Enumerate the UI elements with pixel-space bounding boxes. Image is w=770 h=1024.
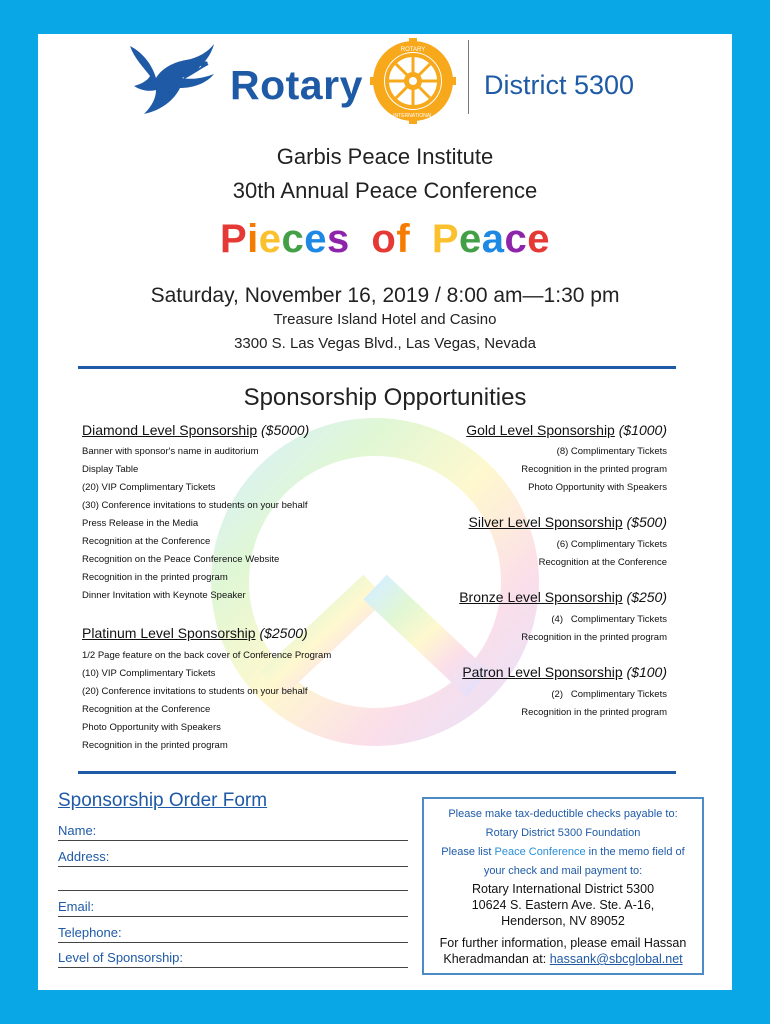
address-field-line-2[interactable] bbox=[58, 872, 408, 891]
header-divider bbox=[468, 40, 469, 114]
platinum-level-name: Platinum Level Sponsorship bbox=[82, 625, 256, 641]
platinum-benefits-list bbox=[82, 647, 331, 755]
list-item: Recognition in the printed program bbox=[521, 632, 667, 643]
platinum-level-heading bbox=[82, 625, 308, 641]
list-item: Press Release in the Media bbox=[82, 518, 199, 529]
list-item: Recognition at the Conference bbox=[538, 557, 667, 568]
bronze-level-heading bbox=[459, 589, 667, 605]
list-item: Recognition on the Peace Conference Website bbox=[82, 554, 280, 565]
list-item: Recognition in the printed program bbox=[521, 707, 667, 718]
diamond-level-name: Diamond Level Sponsorship bbox=[82, 422, 258, 438]
telephone-field[interactable] bbox=[58, 924, 408, 943]
address-label: Address: bbox=[58, 849, 110, 864]
sponsorship-heading: Sponsorship Opportunities bbox=[243, 384, 527, 411]
slogan-word-3: Peace bbox=[431, 217, 550, 261]
section-divider-top bbox=[78, 366, 676, 369]
silver-level-amount: ($500) bbox=[626, 514, 667, 530]
conference-title: 30th Annual Peace Conference bbox=[232, 178, 538, 203]
section-divider-bottom bbox=[78, 771, 676, 774]
dove-icon bbox=[122, 38, 218, 118]
mailing-address-line-1: Rotary International District 5300 bbox=[471, 882, 655, 896]
contact-email-link[interactable]: hassank@sbcglobal.net bbox=[549, 952, 683, 966]
list-item: Banner with sponsor's name in auditorium bbox=[82, 446, 259, 457]
mailing-address-line-3: Henderson, NV 89052 bbox=[501, 914, 625, 928]
slogan-word-2: of bbox=[371, 217, 411, 261]
rotary-wordmark: Rotary bbox=[230, 62, 363, 108]
list-item: (8) Complimentary Tickets bbox=[556, 446, 667, 457]
list-item: Recognition at the Conference bbox=[82, 704, 211, 715]
event-address: 3300 S. Las Vegas Blvd., Las Vegas, Nevada bbox=[234, 335, 536, 352]
order-form-title: Sponsorship Order Form bbox=[58, 790, 268, 811]
contact-info-line-2 bbox=[424, 951, 702, 967]
list-item: Photo Opportunity with Speakers bbox=[528, 482, 667, 493]
diamond-level-heading bbox=[82, 422, 309, 438]
list-item: Recognition at the Conference bbox=[82, 536, 211, 547]
contact-prefix: Kheradmandan at: bbox=[443, 952, 550, 966]
mail-instruction: your check and mail payment to: bbox=[483, 865, 643, 877]
memo-text-pre: Please list bbox=[441, 846, 495, 858]
slogan-word-1: Pieces bbox=[219, 217, 350, 261]
contact-info-line-1: For further information, please email Hassan bbox=[439, 936, 687, 950]
diamond-level-amount: ($5000) bbox=[261, 422, 310, 438]
telephone-label: Telephone: bbox=[58, 925, 122, 940]
email-label: Email: bbox=[58, 899, 95, 914]
gold-level-amount: ($1000) bbox=[618, 422, 667, 438]
name-label: Name: bbox=[58, 823, 97, 838]
silver-level-name: Silver Level Sponsorship bbox=[468, 514, 623, 530]
memo-highlight: Peace Conference bbox=[494, 846, 586, 858]
name-field[interactable] bbox=[58, 822, 408, 841]
event-venue: Treasure Island Hotel and Casino bbox=[273, 311, 497, 328]
flyer-page bbox=[38, 34, 732, 990]
list-item: 1/2 Page feature on the back cover of Conference Program bbox=[82, 650, 332, 661]
payee-name: Rotary District 5300 Foundation bbox=[485, 827, 641, 839]
memo-text-post: in the memo field of bbox=[585, 846, 685, 858]
memo-instruction bbox=[424, 843, 702, 862]
list-item: Recognition in the printed program bbox=[82, 572, 228, 583]
list-item: Recognition in the printed program bbox=[521, 464, 667, 475]
list-item: (20) Conference invitations to students on your behalf bbox=[82, 686, 308, 697]
platinum-level-amount: ($2500) bbox=[259, 625, 308, 641]
list-item: Dinner Invitation with Keynote Speaker bbox=[82, 590, 246, 601]
emblem-top-text: ROTARY bbox=[400, 47, 426, 53]
list-item: (6) Complimentary Tickets bbox=[556, 539, 667, 550]
list-item: (10) VIP Complimentary Tickets bbox=[82, 668, 216, 679]
bronze-level-amount: ($250) bbox=[626, 589, 667, 605]
diamond-benefits-list bbox=[82, 443, 308, 605]
silver-level-heading bbox=[469, 514, 667, 530]
bronze-benefits-list bbox=[521, 611, 667, 647]
patron-benefits-list bbox=[521, 686, 667, 722]
list-item: (30) Conference invitations to students on your behalf bbox=[82, 500, 308, 511]
patron-level-heading bbox=[462, 664, 667, 680]
event-slogan bbox=[38, 217, 732, 262]
list-item: Display Table bbox=[82, 464, 139, 475]
district-label: District 5300 bbox=[484, 70, 635, 100]
silver-benefits-list bbox=[539, 536, 667, 572]
mailing-address-line-2: 10624 S. Eastern Ave. Ste. A-16, bbox=[471, 898, 655, 912]
sponsorship-level-field[interactable] bbox=[58, 949, 408, 968]
gold-level-heading bbox=[466, 422, 667, 438]
institute-title: Garbis Peace Institute bbox=[276, 144, 494, 169]
list-item: Photo Opportunity with Speakers bbox=[82, 722, 221, 733]
list-item: (2) Complimentary Tickets bbox=[551, 689, 667, 700]
gold-benefits-list bbox=[521, 443, 667, 497]
emblem-bottom-text: INTERNATIONAL bbox=[393, 113, 433, 119]
event-date: Saturday, November 16, 2019 / 8:00 am—1:30 pm bbox=[150, 284, 620, 307]
sponsorship-level-label: Level of Sponsorship: bbox=[58, 950, 184, 965]
patron-level-name: Patron Level Sponsorship bbox=[462, 664, 623, 680]
list-item: Recognition in the printed program bbox=[82, 740, 228, 751]
email-field[interactable] bbox=[58, 898, 408, 917]
gold-level-name: Gold Level Sponsorship bbox=[466, 422, 615, 438]
payment-info-box bbox=[422, 797, 704, 975]
address-field[interactable] bbox=[58, 848, 408, 867]
list-item: (20) VIP Complimentary Tickets bbox=[82, 482, 216, 493]
payment-instruction: Please make tax-deductible checks payable to: bbox=[448, 808, 678, 820]
patron-level-amount: ($100) bbox=[626, 664, 667, 680]
bronze-level-name: Bronze Level Sponsorship bbox=[459, 589, 623, 605]
rotary-wheel-icon bbox=[370, 38, 456, 124]
list-item: (4) Complimentary Tickets bbox=[551, 614, 667, 625]
